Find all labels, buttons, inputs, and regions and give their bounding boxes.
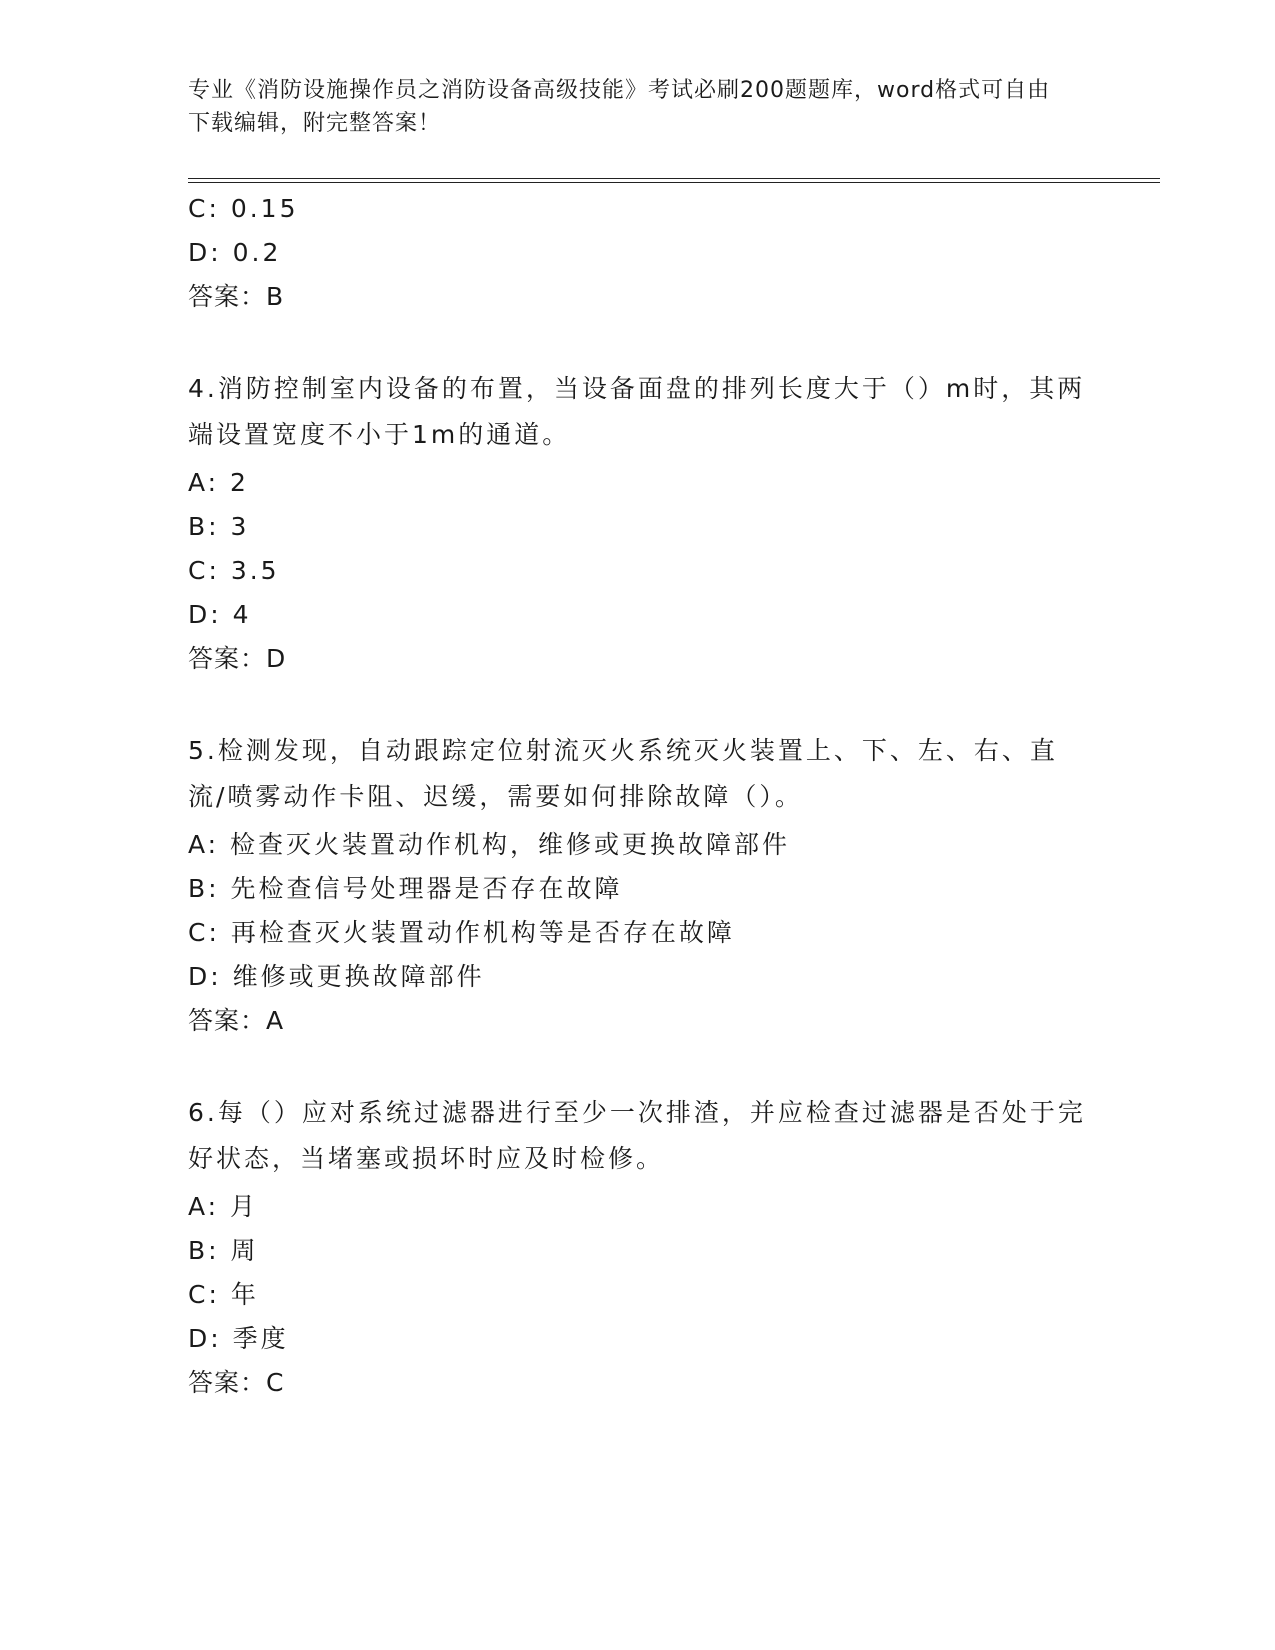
option-b: B: 周: [188, 1236, 259, 1265]
option-c: C: 年: [188, 1280, 259, 1309]
header-divider: [188, 178, 1160, 183]
document-header: 专业《消防设施操作员之消防设备高级技能》考试必刷200题题库，word格式可自由下载编辑，附完整答案！: [188, 78, 1051, 136]
option-a: A: 2: [188, 468, 249, 497]
option-c: C: 3.5: [188, 556, 280, 585]
answer: 答案：D: [188, 644, 287, 673]
question-stem: 5.检测发现，自动跟踪定位射流灭火系统灭火装置上、下、左、右、直流/喷雾动作卡阻、迟缓，需要如何排除故障（）。: [188, 736, 1058, 811]
option-a: A: 检查灭火装置动作机构，维修或更换故障部件: [188, 830, 791, 859]
option-c: C: 再检查灭火装置动作机构等是否存在故障: [188, 918, 735, 947]
option-d: D: 0.2: [188, 238, 282, 267]
option-d: D: 维修或更换故障部件: [188, 962, 485, 991]
option-d: D: 4: [188, 600, 252, 629]
option-c: C: 0.15: [188, 194, 299, 223]
answer: 答案：B: [188, 282, 285, 311]
answer: 答案：A: [188, 1006, 285, 1035]
option-b: B: 3: [188, 512, 250, 541]
answer: 答案：C: [188, 1368, 285, 1397]
option-b: B: 先检查信号处理器是否存在故障: [188, 874, 623, 903]
question-stem: 4.消防控制室内设备的布置，当设备面盘的排列长度大于（）m时，其两端设置宽度不小于1m的通道。: [188, 374, 1086, 449]
question-stem: 6.每（）应对系统过滤器进行至少一次排渣，并应检查过滤器是否处于完好状态，当堵塞或损坏时应及时检修。: [188, 1098, 1086, 1173]
option-d: D: 季度: [188, 1324, 289, 1353]
option-a: A: 月: [188, 1192, 259, 1221]
